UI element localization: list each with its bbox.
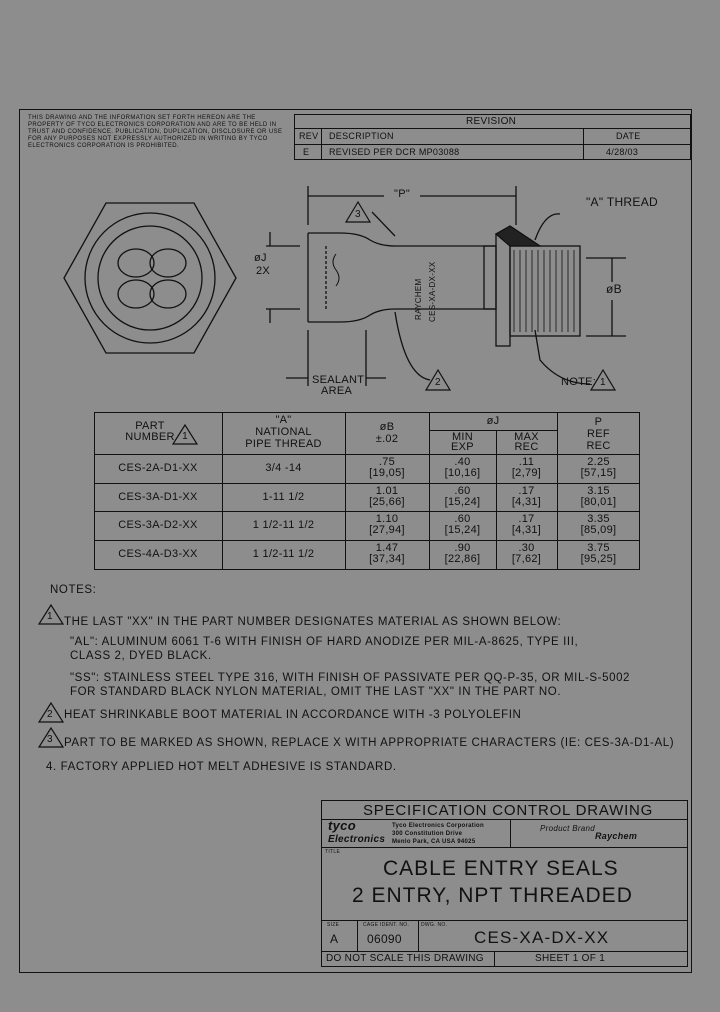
size-label: SIZE (327, 922, 340, 928)
table-row-1-b-mm: [25,66] (369, 496, 405, 508)
table-row-0-p-mm: [57,15] (580, 467, 617, 479)
table-row-2-p: 3.35 (587, 513, 610, 525)
table-row-0-b-mm: [19,05] (369, 467, 405, 479)
table-row-0-jmin: .40 (454, 456, 471, 468)
product-brand-label: Product Brand (540, 824, 596, 833)
table-row-2-b-mm: [27,94] (369, 524, 405, 536)
dwg-label: DWG. NO. (421, 922, 448, 928)
hdr-p-2: REF (587, 428, 610, 440)
date-column-header: DATE (616, 131, 641, 141)
title-line-1: CABLE ENTRY SEALS (383, 857, 619, 880)
company-address-1: 300 Constitution Drive (392, 831, 463, 837)
note-1-al-line-2: CLASS 2, DYED BLACK. (70, 650, 212, 662)
rev-date: 4/28/03 (606, 147, 639, 157)
table-row-2-thread: 1 1/2-11 1/2 (252, 519, 315, 531)
hdr-j-min-2: EXP (451, 441, 474, 453)
flag-1-number: 1 (600, 377, 606, 388)
table-row-1-b: 1.01 (375, 485, 399, 497)
revision-title: REVISION (466, 116, 517, 127)
flag-2-number: 2 (435, 377, 441, 388)
no-scale-note: DO NOT SCALE THIS DRAWING (326, 953, 484, 964)
size-value: A (330, 932, 339, 946)
hdr-p-3: REC (586, 440, 611, 452)
table-row-1-jmax: .17 (518, 485, 535, 497)
electronics-logo: Electronics (328, 834, 386, 845)
hdr-b-1: øB (379, 421, 395, 433)
boot-outline (308, 233, 496, 322)
table-row-2-jmin: .60 (454, 513, 471, 525)
table-row-2-part: CES-3A-D2-XX (118, 519, 198, 531)
hdr-j-max-2: REC (514, 441, 539, 453)
part-marking-1: RAYCHEM (414, 278, 423, 320)
note-3-number: 3 (47, 734, 54, 745)
dim-j-label: øJ (254, 252, 267, 264)
dim-b-label: øB (606, 282, 622, 296)
hdr-thread-3: PIPE THREAD (245, 438, 322, 450)
hdr-thread-1: "A" (275, 414, 292, 426)
cage-value: 06090 (367, 932, 402, 946)
hdr-part-2: NUMBER (125, 431, 175, 443)
dim-j-count: 2X (256, 265, 271, 277)
description-column-header: DESCRIPTION (329, 131, 394, 141)
table-row-1-p-mm: [80,01] (580, 496, 617, 508)
disclaimer-text: THIS DRAWING AND THE INFORMATION SET FORTH HEREON ARE THE PROPERTY OF TYCO ELECTRONICS CORPORATION AND ARE TO BE HELD IN TRUST AND CONFIDENCE. PUBLICATION, DUPLICATION, DISCLOSURE OR USE FOR ANY PURPOSES NOT EXPRESSLY AUTHORIZED IN WRITING BY TYCO ELECTRONICS CORPORATION IS PROHIBITED. (28, 115, 283, 149)
hdr-p-1: P (594, 416, 603, 428)
cage-label: CAGE IDENT. NO. (363, 922, 410, 928)
table-row-2-jmax-mm: [4,31] (511, 524, 542, 536)
table-row-2-b: 1.10 (375, 513, 399, 525)
hdr-part-1: PART (135, 420, 165, 432)
table-row-3-p: 3.75 (587, 542, 610, 554)
entry-hole-lower (118, 280, 154, 308)
note-1-number: 1 (47, 611, 54, 622)
table-row-3-jmin-mm: [22,86] (444, 553, 481, 565)
sheet-number: SHEET 1 OF 1 (535, 953, 606, 964)
table-row-1-jmin-mm: [15,24] (444, 496, 481, 508)
hdr-j-max-1: MAX (514, 431, 539, 443)
table-row-3-p-mm: [95,25] (580, 553, 617, 565)
hdr-j-min-1: MIN (451, 431, 474, 443)
spec-heading: SPECIFICATION CONTROL DRAWING (363, 802, 654, 819)
brand-name: Raychem (595, 831, 638, 841)
tyco-logo: tyco (328, 818, 356, 833)
note-1-al-line-1: "AL": ALUMINUM 6061 T-6 WITH FINISH OF HARD ANODIZE PER MIL-A-8625, TYPE III, (70, 636, 579, 648)
hdr-j: øJ (486, 415, 500, 427)
end-view-outer-circle (85, 213, 215, 343)
table-row-2-p-mm: [85,09] (580, 524, 617, 536)
title-line-2: 2 ENTRY, NPT THREADED (352, 884, 633, 907)
hdr-part-flag-number: 1 (182, 431, 188, 442)
table-row-3-jmax: .30 (518, 542, 535, 554)
rev-column-header: REV (299, 131, 319, 141)
company-address-2: Menlo Park, CA USA 94025 (392, 839, 476, 845)
table-row-0-p: 2.25 (587, 456, 610, 468)
table-row-1-jmin: .60 (454, 485, 471, 497)
note-1-ss-line-1: "SS": STAINLESS STEEL TYPE 316, WITH FINISH OF PASSIVATE PER QQ-P-35, OR MIL-S-5002 (70, 672, 631, 684)
dwg-number: CES-XA-DX-XX (474, 928, 610, 947)
note-1-ss-line-2: FOR STANDARD BLACK NYLON MATERIAL, OMIT THE LAST "XX" IN THE PART NO. (70, 686, 562, 698)
sealant-label-2: AREA (321, 385, 353, 397)
table-row-1-jmax-mm: [4,31] (511, 496, 542, 508)
note-1: THE LAST "XX" IN THE PART NUMBER DESIGNATES MATERIAL AS SHOWN BELOW: (64, 616, 562, 628)
table-row-2-jmax: .17 (518, 513, 535, 525)
table-row-3-part: CES-4A-D3-XX (118, 548, 198, 560)
threaded-body (510, 246, 580, 336)
table-row-3-thread: 1 1/2-11 1/2 (252, 548, 315, 560)
note-2-number: 2 (47, 709, 54, 720)
table-row-0-thread: 3/4 -14 (265, 462, 302, 474)
title-label: TITLE (325, 849, 341, 855)
table-row-3-jmax-mm: [7,62] (511, 553, 542, 565)
table-row-0-part: CES-2A-D1-XX (118, 462, 198, 474)
entry-hole-upper (118, 249, 154, 277)
notes-title: NOTES: (50, 584, 97, 596)
table-row-1-thread: 1-11 1/2 (262, 491, 305, 503)
part-marking-2: CES-XA-DX-XX (428, 261, 437, 322)
table-row-0-jmax-mm: [2,79] (511, 467, 542, 479)
rev-description: REVISED PER DCR MP03088 (329, 147, 460, 157)
flange (496, 234, 510, 346)
table-row-0-jmin-mm: [10,16] (444, 467, 481, 479)
note-4: 4. FACTORY APPLIED HOT MELT ADHESIVE IS STANDARD. (46, 761, 397, 773)
table-row-3-jmin: .90 (454, 542, 471, 554)
table-row-0-jmax: .11 (518, 456, 535, 468)
a-thread-label: "A" THREAD (586, 195, 658, 209)
table-row-3-b-mm: [37,34] (369, 553, 405, 565)
rev-letter: E (303, 147, 310, 157)
note-label: NOTE: (561, 376, 597, 388)
table-row-3-b: 1.47 (375, 542, 399, 554)
table-row-0-b: .75 (378, 456, 396, 468)
company-name: Tyco Electronics Corporation (392, 823, 484, 829)
note-3: PART TO BE MARKED AS SHOWN, REPLACE X WITH APPROPRIATE CHARACTERS (IE: CES-3A-D1-AL) (64, 737, 675, 749)
dim-p-label: "P" (394, 188, 411, 200)
hdr-b-2: ±.02 (375, 433, 399, 445)
table-row-1-p: 3.15 (587, 485, 610, 497)
sealant-label-1: SEALANT (312, 374, 365, 386)
table-row-1-part: CES-3A-D1-XX (118, 491, 198, 503)
hdr-thread-2: NATIONAL (255, 426, 312, 438)
flag-3-number: 3 (355, 209, 361, 220)
table-row-2-jmin-mm: [15,24] (444, 524, 481, 536)
note-2: HEAT SHRINKABLE BOOT MATERIAL IN ACCORDANCE WITH -3 POLYOLEFIN (64, 709, 522, 721)
end-view-inner-circle (98, 226, 202, 330)
